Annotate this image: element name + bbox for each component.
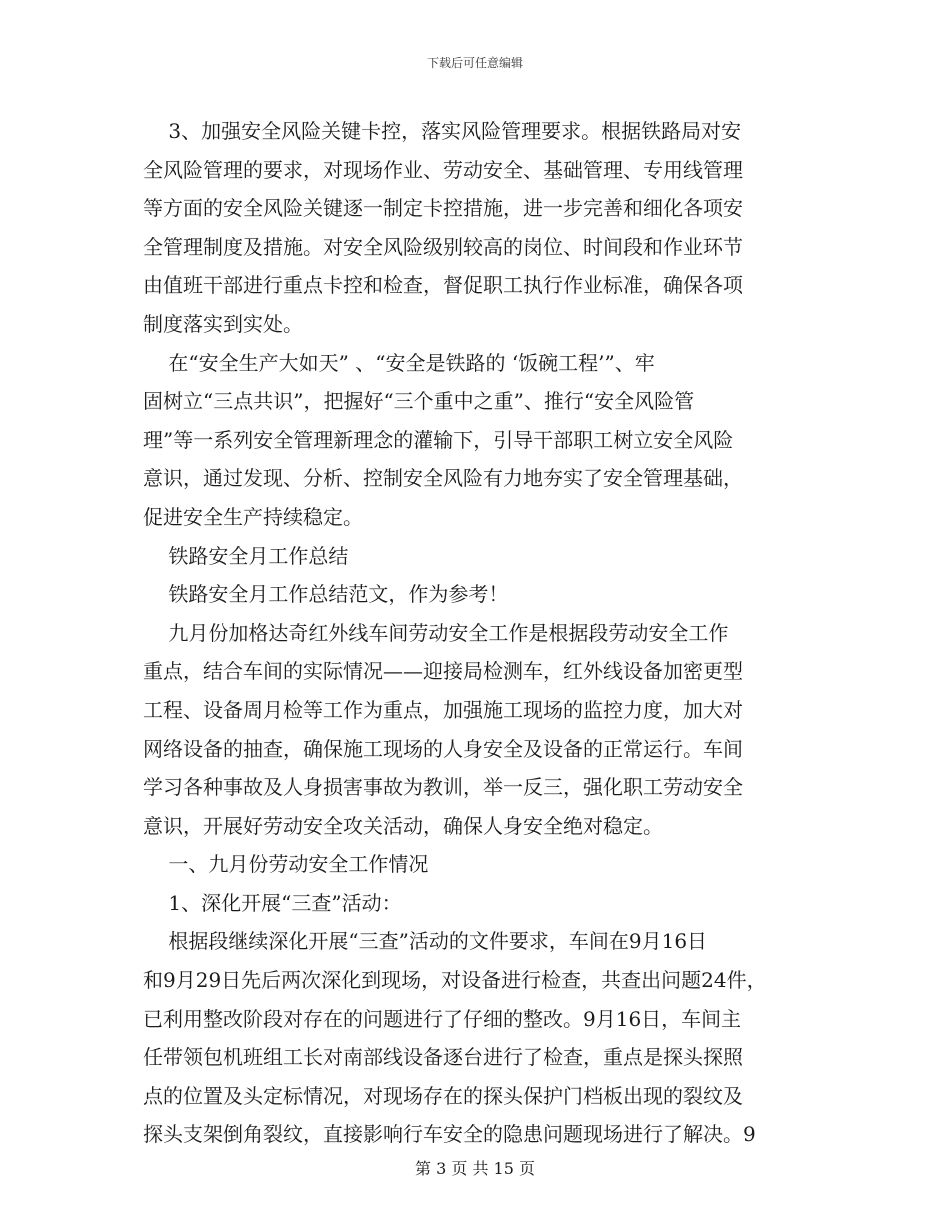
text-line: 在“安全生产大如天” 、“安全是铁路的 ‘饭碗工程’”、牢	[143, 350, 655, 375]
page-footer: 第 3 页 共 15 页	[415, 1159, 535, 1178]
text-line: 根据段继续深化开展“三查”活动的文件要求，车间在9月16日	[143, 929, 708, 954]
page-header: 下载后可任意编辑	[426, 56, 523, 70]
text-line: 探头支架倒角裂纹，直接影响行车安全的隐患问题现场进行了解决。9	[143, 1122, 756, 1147]
text-line: 固树立“三点共识”，把握好“三个重中之重”、推行“安全风险管	[143, 389, 695, 414]
text-line: 学习各种事故及人身损害事故为教训，举一反三，强化职工劳动安全	[143, 775, 743, 800]
section-heading: 一、九月份劳动安全工作情况	[143, 852, 429, 877]
text-line: 和9月29日先后两次深化到现场，对设备进行检查，共查出问题24件，	[143, 968, 767, 993]
text-line: 任带领包机班组工长对南部线设备逐台进行了检查，重点是探头探照	[143, 1045, 743, 1070]
text-line: 网络设备的抽查，确保施工现场的人身安全及设备的正常运行。车间	[143, 736, 743, 761]
text-line: 九月份加格达奇红外线车间劳动安全工作是根据段劳动安全工作	[143, 620, 729, 645]
document-body	[143, 112, 808, 1154]
text-line: 已利用整改阶段对存在的问题进行了仔细的整改。9月16日，车间主	[143, 1006, 742, 1031]
section-heading: 铁路安全月工作总结	[143, 543, 349, 568]
text-line: 制度落实到实处。	[143, 311, 303, 336]
text-line: 意识，开展好劳动安全攻关活动，确保人身安全绝对稳定。	[143, 813, 663, 838]
text-line: 促进安全生产持续稳定。	[143, 504, 363, 529]
text-line: 重点，结合车间的实际情况——迎接局检测车，红外线设备加密更型	[143, 659, 743, 684]
text-line: 等方面的安全风险关键逐一制定卡控措施，进一步完善和细化各项安	[143, 196, 743, 221]
text-line: 理”等一系列安全管理新理念的灌输下，引导干部职工树立安全风险	[143, 427, 734, 452]
subsection-heading: 1、深化开展“三查”活动：	[143, 890, 402, 915]
text-line: 全风险管理的要求，对现场作业、劳动安全、基础管理、专用线管理	[143, 157, 743, 182]
text-line: 由值班干部进行重点卡控和检查，督促职工执行作业标准，确保各项	[143, 273, 743, 298]
text-line: 点的位置及头定标情况，对现场存在的探头保护门档板出现的裂纹及	[143, 1083, 743, 1108]
text-line: 铁路安全月工作总结范文，作为参考！	[143, 582, 509, 607]
text-line: 工程、设备周月检等工作为重点，加强施工现场的监控力度，加大对	[143, 697, 743, 722]
text-line: 全管理制度及措施。对安全风险级别较高的岗位、时间段和作业环节	[143, 234, 743, 259]
text-line: 意识，通过发现、分析、控制安全风险有力地夯实了安全管理基础，	[143, 466, 743, 491]
text-line: 3、加强安全风险关键卡控，落实风险管理要求。根据铁路局对安	[143, 119, 742, 143]
